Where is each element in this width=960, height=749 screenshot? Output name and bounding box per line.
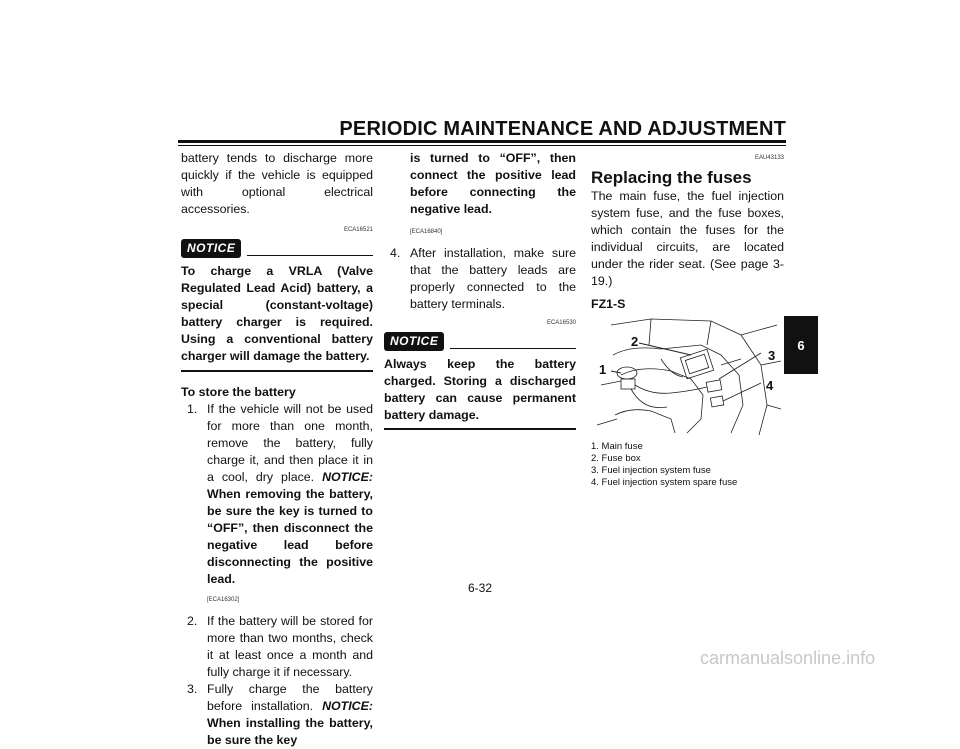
intro-paragraph: battery tends to discharge more quickly if the vehicle is equipped with optional electrical accessories. — [181, 151, 373, 216]
list-number: 4. — [390, 246, 401, 260]
list-number: 3. — [187, 681, 198, 696]
store-battery-heading: To store the battery — [181, 384, 296, 399]
notice-text: Always keep the battery charged. Storing a discharged battery can cause permanent battery damage. — [384, 357, 576, 422]
notice-block-1 — [181, 222, 373, 372]
callout-1: 1 — [599, 362, 607, 377]
inline-notice-text: When installing the battery, be sure the key — [207, 715, 373, 747]
inline-notice-label: NOTICE: — [322, 469, 373, 484]
left-column — [181, 150, 373, 749]
list-number: 1. — [187, 401, 198, 416]
caption-item: 3. Fuel injection system fuse — [591, 465, 711, 476]
fuse-illustration-drawing — [591, 315, 784, 439]
list-text: If the battery will be stored for more than two months, check it at least once a month and fully charge it if necessary. — [207, 613, 373, 679]
callout-3: 3 — [768, 348, 776, 363]
list-text: Fully charge the battery before installation. — [207, 681, 373, 713]
notice-end-rule — [384, 428, 576, 430]
fuse-illustration — [591, 315, 784, 439]
watermark-text: carmanualsonline.info — [700, 648, 876, 668]
list-item-3 — [181, 681, 373, 749]
inline-notice-label: NOTICE: — [322, 698, 373, 713]
header-rule-thin — [178, 145, 786, 146]
notice-block-2 — [384, 315, 576, 430]
notice-badge: NOTICE — [384, 332, 444, 351]
middle-column — [384, 150, 576, 430]
notice-text: To charge a VRLA (Valve Regulated Lead Acid) battery, a special (constant-voltage) battery charger is required. Using a conventional battery charger will damage the battery. — [181, 264, 373, 363]
list-text: If the vehicle will not be used for more than one month, remove the battery, fully charge it, and then place it in a cool, dry place. — [207, 401, 373, 484]
caption-item: 1. Main fuse — [591, 441, 643, 452]
right-column — [591, 150, 784, 489]
caption-list — [591, 441, 784, 489]
list-number: 2. — [187, 613, 198, 628]
notice-code: ECA16530 — [546, 320, 576, 326]
section-title: Replacing the fuses — [591, 168, 752, 187]
callout-4: 4 — [766, 378, 774, 393]
notice-rule — [247, 255, 373, 256]
page-number: 6-32 — [467, 581, 493, 595]
item-code: [ECA16840] — [410, 229, 443, 235]
notice-code: ECA16521 — [343, 227, 373, 233]
chapter-tab: 6 — [784, 316, 818, 374]
callout-2: 2 — [631, 334, 639, 349]
header-rule-thick — [178, 140, 786, 143]
page-header-title: PERIODIC MAINTENANCE AND ADJUSTMENT — [339, 118, 786, 140]
continued-notice-text: is turned to “OFF”, then connect the positive lead before connecting the negative lead. — [410, 151, 576, 216]
list-item-4 — [384, 245, 576, 313]
notice-end-rule — [181, 370, 373, 372]
model-label: FZ1-S — [591, 297, 626, 311]
caption-item: 2. Fuse box — [591, 453, 641, 464]
inline-notice-text: When removing the battery, be sure the key is turned to “OFF”, then disconnect the negative lead before disconnecting the positive lead. — [207, 486, 373, 586]
item1-code: [ECA16302] — [207, 596, 240, 603]
caption-item: 4. Fuel injection system spare fuse — [591, 477, 738, 488]
section-text: The main fuse, the fuel injection system fuse, and the fuse boxes, which contain the fuses for the individual circuits, are located under the rider seat. (See page 3-19.) — [591, 189, 784, 288]
notice-badge: NOTICE — [181, 239, 241, 258]
notice-rule — [450, 348, 576, 349]
section-code: EAU43133 — [754, 155, 784, 161]
list-item-1 — [181, 401, 373, 588]
list-item-2 — [181, 613, 373, 681]
list-text: After installation, make sure that the battery leads are properly connected to the battery terminals. — [410, 246, 576, 311]
